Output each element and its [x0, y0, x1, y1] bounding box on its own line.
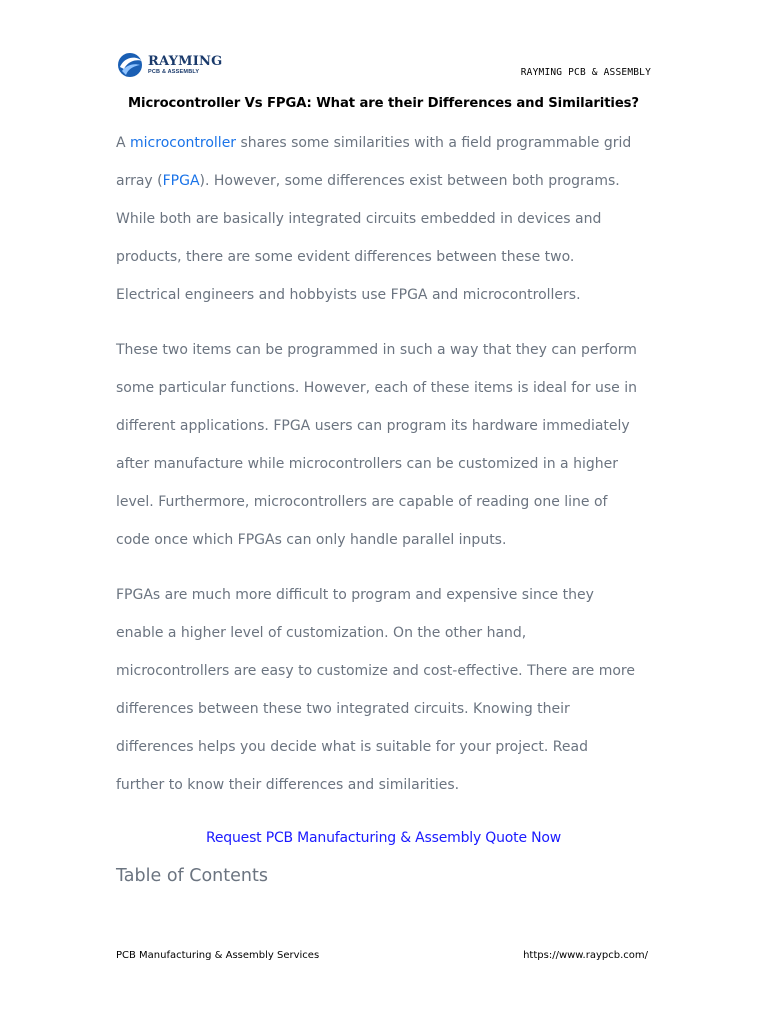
paragraph-line: level. Furthermore, microcontrollers are capable of reading one line of [116, 494, 608, 510]
paragraph-line: further to know their differences and similarities. [116, 777, 460, 793]
paragraph-line: products, there are some evident differences between these two. [116, 249, 575, 265]
logo-name: RAYMING [148, 53, 223, 69]
header-company-name: RAYMING PCB & ASSEMBLY [520, 67, 651, 78]
footer-url-link[interactable]: https://www.raypcb.com/ [523, 950, 648, 961]
paragraph-line: These two items can be programmed in such a way that they can perform [116, 342, 637, 358]
text-span: shares some similarities with a field programmable grid [236, 135, 632, 151]
paragraph-line: FPGAs are much more difficult to program and expensive since they [116, 587, 594, 603]
paragraph-intro [116, 124, 656, 314]
paragraph-line: While both are basically integrated circuits embedded in devices and [116, 211, 602, 227]
footer-services: PCB Manufacturing & Assembly Services [116, 950, 320, 961]
paragraph-line [116, 162, 656, 200]
paragraph-line: after manufacture while microcontrollers can be customized in a higher [116, 456, 618, 472]
paragraph-line: code once which FPGAs can only handle parallel inputs. [116, 532, 507, 548]
paragraph-line: differences helps you decide what is suitable for your project. Read [116, 739, 588, 755]
paragraph-line: enable a higher level of customization. On the other hand, [116, 625, 527, 641]
rayming-logo-icon [116, 51, 144, 79]
rayming-logo[interactable] [116, 50, 226, 80]
paragraph-line: some particular functions. However, each of these items is ideal for use in [116, 380, 638, 396]
table-of-contents-heading: Table of Contents [116, 866, 268, 886]
paragraph-line: differences between these two integrated circuits. Knowing their [116, 701, 570, 717]
paragraph-line [116, 124, 656, 162]
microcontroller-link[interactable]: microcontroller [130, 135, 237, 151]
text-span: array ( [116, 173, 163, 189]
fpga-link[interactable]: FPGA [162, 173, 200, 189]
paragraph-line: microcontrollers are easy to customize and cost-effective. There are more [116, 663, 635, 679]
text-span: A [116, 135, 131, 151]
paragraph-differences [116, 576, 656, 804]
page-title: Microcontroller Vs FPGA: What are their Differences and Similarities? [128, 96, 639, 111]
request-quote-link[interactable]: Request PCB Manufacturing & Assembly Quote Now [205, 830, 561, 846]
logo-text [148, 55, 222, 76]
text-span: ). However, some differences exist between both programs. [199, 173, 620, 189]
paragraph-line: different applications. FPGA users can program its hardware immediately [116, 418, 630, 434]
paragraph-programming [116, 331, 656, 559]
logo-subtitle: PCB & ASSEMBLY [148, 68, 200, 75]
paragraph-line: Electrical engineers and hobbyists use FPGA and microcontrollers. [116, 287, 581, 303]
